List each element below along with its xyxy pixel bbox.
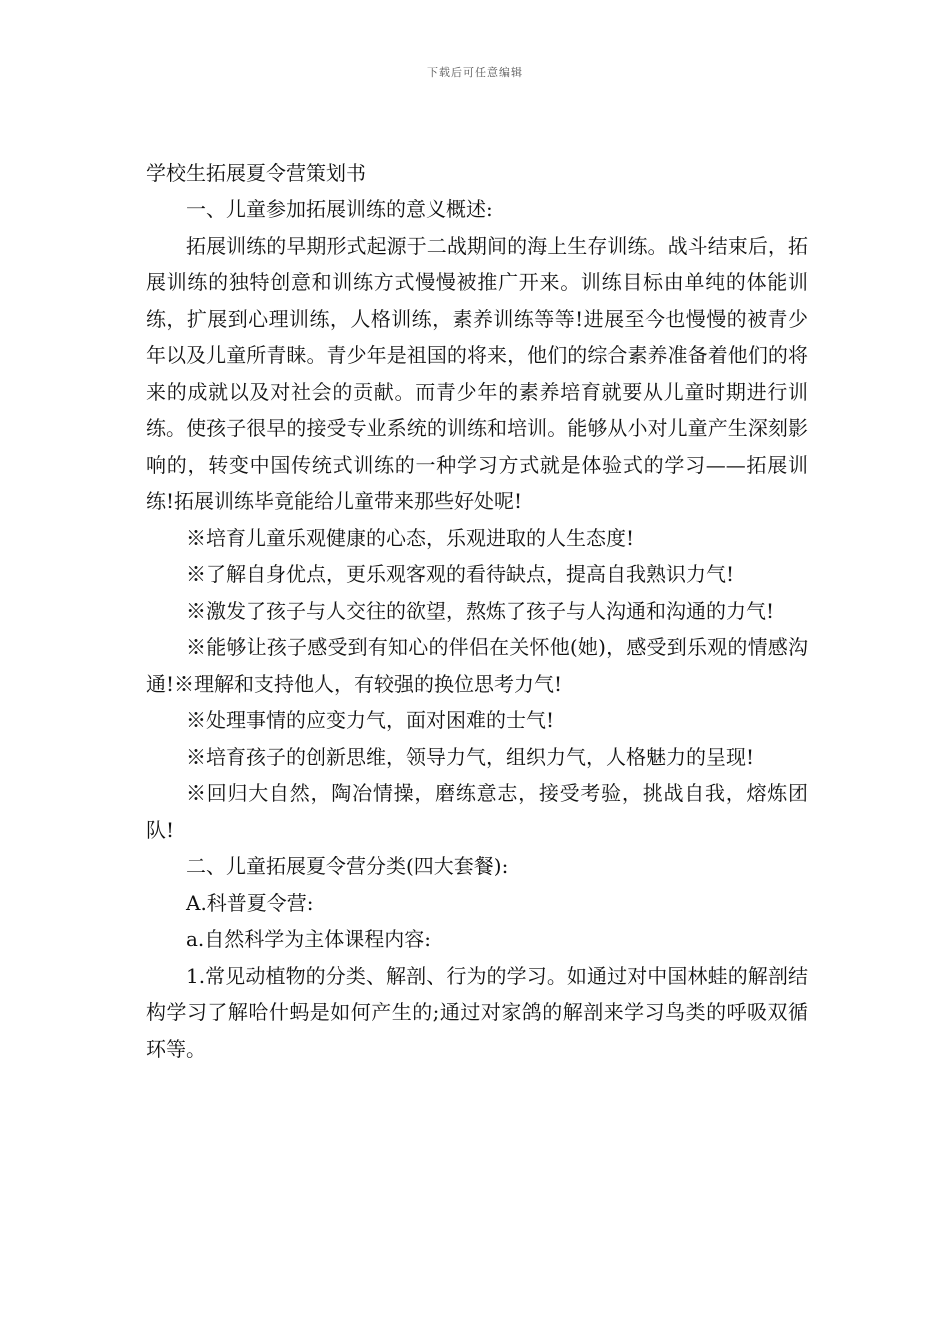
subsection-heading-a: A.科普夏令营: xyxy=(186,890,314,915)
section-heading-1: 一、儿童参加拓展训练的意义概述: xyxy=(186,197,493,221)
benefit-item-1: ※培育儿童乐观健康的心态，乐观进取的人生态度! xyxy=(186,525,635,550)
subsection-heading-a-lower: a.自然科学为主体课程内容: xyxy=(186,927,432,951)
benefit-item-7: ※回归大自然，陶冶情操，磨练意志，接受考验，挑战自我，熔炼团队! xyxy=(146,781,808,842)
benefit-item-4: ※能够让孩子感受到有知心的伴侣在关怀他(她)，感受到乐观的情感沟通!※理解和支持他人，有较强的换位思考力气! xyxy=(146,635,808,696)
section-heading-2: 二、儿童拓展夏令营分类(四大套餐): xyxy=(186,854,509,878)
document-title: 学校生拓展夏令营策划书 xyxy=(146,161,366,185)
document-body xyxy=(146,155,808,1067)
benefit-item-5: ※处理事情的应变力气，面对困难的士气! xyxy=(186,708,555,732)
benefit-item-6: ※培育孩子的创新思维，领导力气，组织力气，人格魅力的呈现! xyxy=(186,744,755,769)
benefit-item-2: ※了解自身优点，更乐观客观的看待缺点，提高自我熟识力气! xyxy=(186,562,735,586)
list-item-1: 1.常见动植物的分类、解剖、行为的学习。如通过对中国林蛙的解剖结构学习了解哈什蚂是如何产生的;通过对家鸽的解剖来学习鸟类的呼吸双循环等。 xyxy=(146,963,808,1061)
page-header-note: 下载后可任意编辑 xyxy=(427,66,523,79)
benefit-item-3: ※激发了孩子与人交往的欲望，熬炼了孩子与人沟通和沟通的力气! xyxy=(186,598,775,623)
paragraph-intro: 拓展训练的早期形式起源于二战期间的海上生存训练。战斗结束后，拓展训练的独特创意和训练方式慢慢被推广开来。训练目标由单纯的体能训练，扩展到心理训练，人格训练，素养训练等等!进展至今也慢慢的被青少年以及儿童所青睐。青少年是祖国的将来，他们的综合素养准备着他们的将来的成就以及对社会的贡献。而青少年的素养培育就要从儿童时期进行训练。使孩子很早的接受专业系统的训练和培训。能够从小对儿童产生深刻影响的，转变中国传统式训练的一种学习方式就是体验式的学习——拓展训练!拓展训练毕竟能给儿童带来那些好处呢! xyxy=(146,233,808,513)
